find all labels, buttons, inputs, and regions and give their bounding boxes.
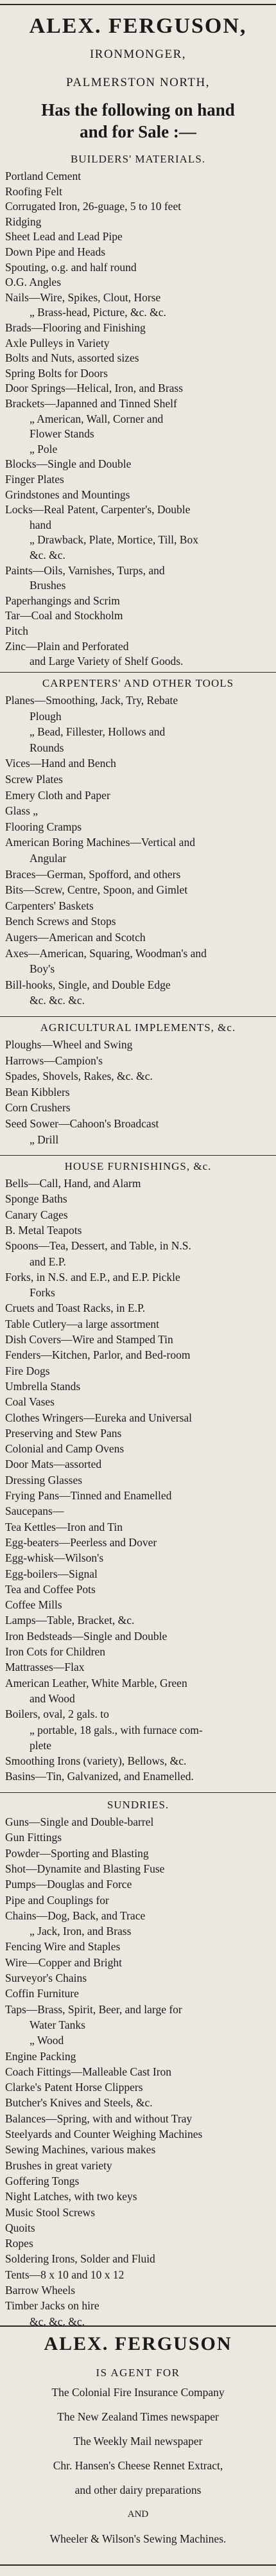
- list-item: „ Drawback, Plate, Mortice, Till, Box: [30, 533, 198, 547]
- section-title-house: HOUSE FURNISHINGS, &c.: [64, 1160, 212, 1172]
- list-item: Braces—German, Spofford, and others: [5, 867, 181, 881]
- list-item: Flooring Cramps: [5, 820, 82, 833]
- list-item: Guns—Single and Double-barrel: [5, 1815, 154, 1828]
- list-item: Carpenters' Baskets: [5, 899, 94, 912]
- list-item: „ portable, 18 gals., with furnace com-: [30, 1723, 203, 1736]
- list-item: Coffin Furniture: [5, 1987, 79, 2000]
- list-item: and Wood: [30, 1691, 75, 1705]
- list-item: Vices—Hand and Bench: [5, 757, 116, 770]
- list-item: Lamps—Table, Bracket, &c.: [5, 1614, 135, 1627]
- list-item: „ Wood: [30, 2034, 64, 2047]
- list-item: Paints—Oils, Varnishes, Turps, and: [5, 563, 165, 577]
- divider: [0, 2325, 276, 2327]
- list-item: Coach Fittings—Malleable Cast Iron: [5, 2065, 172, 2078]
- list-item: „ Bead, Fillester, Hollows and: [30, 725, 166, 739]
- list-item: Gun Fittings: [5, 1831, 62, 1844]
- list-item: Corrugated Iron, 26-guage, 5 to 10 feet: [5, 200, 182, 213]
- list-item: Quoits: [5, 2221, 35, 2234]
- list-item: Roofing Felt: [5, 184, 62, 198]
- list-item: Cruets and Toast Racks, in E.P.: [5, 1301, 146, 1315]
- headline-line-1: Has the following on hand: [41, 100, 235, 119]
- list-item: B. Metal Teapots: [5, 1223, 82, 1237]
- list-item: &c. &c. &c.: [30, 994, 85, 1007]
- list-item: Bits—Screw, Centre, Spoon, and Gimlet: [5, 883, 188, 897]
- list-item: Umbrella Stands: [5, 1379, 81, 1393]
- list-item: Colonial and Camp Ovens: [5, 1442, 125, 1456]
- list-item: Screw Plates: [5, 773, 63, 786]
- list-item: Clarke's Patent Horse Clippers: [5, 2081, 143, 2094]
- bottom-rule: [0, 2564, 276, 2566]
- list-item: Fire Dogs: [5, 1364, 50, 1377]
- list-item: Canary Cages: [5, 1208, 68, 1221]
- list-item: Door Mats—assorted: [5, 1458, 102, 1471]
- list-item: Harrows—Campion's: [5, 1054, 103, 1067]
- section-title-agricultural: AGRICULTURAL IMPLEMENTS, &c.: [40, 1021, 236, 1034]
- list-item: Blocks—Single and Double: [5, 457, 132, 471]
- agency-item: Chr. Hansen's Cheese Rennet Extract,: [53, 2459, 223, 2472]
- list-item: and Large Variety of Shelf Goods.: [30, 655, 184, 668]
- list-item: Door Springs—Helical, Iron, and Brass: [5, 382, 184, 395]
- town-label: PALMERSTON NORTH,: [66, 76, 210, 89]
- list-item: Sponge Baths: [5, 1192, 67, 1206]
- list-item: Brads—Flooring and Finishing: [5, 321, 146, 334]
- list-item: Brushes: [30, 579, 66, 592]
- list-item: Fencing Wire and Staples: [5, 1940, 121, 1954]
- list-item: Finger Plates: [5, 473, 64, 486]
- list-item: Tea and Coffee Pots: [5, 1582, 96, 1596]
- list-item: Zinc—Plain and Perforated: [5, 639, 129, 653]
- agency-item: The Colonial Fire Insurance Company: [51, 2386, 225, 2399]
- list-item: Spring Bolts for Doors: [5, 366, 108, 380]
- divider: [0, 1155, 276, 1156]
- list-item: Flower Stands: [30, 427, 94, 441]
- list-item: Bolts and Nuts, assorted sizes: [5, 351, 139, 365]
- list-item: Brackets—Japanned and Tinned Shelf: [5, 397, 177, 410]
- list-item: Spoons—Tea, Dessert, and Table, in N.S.: [5, 1239, 191, 1253]
- list-item: Butcher's Knives and Steels, &c.: [5, 2096, 153, 2110]
- list-item: Boy's: [30, 962, 55, 976]
- list-item: Boilers, oval, 2 gals. to: [5, 1707, 109, 1721]
- list-item: Planes—Smoothing, Jack, Try, Rebate: [5, 694, 178, 707]
- list-item: Iron Cots for Children: [5, 1645, 106, 1658]
- list-item: Music Stool Screws: [5, 2205, 95, 2219]
- list-item: Coal Vases: [5, 1395, 55, 1409]
- list-item: Down Pipe and Heads: [5, 245, 106, 258]
- list-item: Grindstones and Mountings: [5, 488, 130, 501]
- list-item: &c. &c. &c.: [30, 2315, 85, 2328]
- list-item: American Leather, White Marble, Green: [5, 1676, 187, 1689]
- list-item: Portland Cement: [5, 170, 82, 182]
- list-item: Paperhangings and Scrim: [5, 594, 120, 607]
- list-item: Goffering Tongs: [5, 2174, 80, 2187]
- trade-label: IRONMONGER,: [89, 48, 187, 61]
- list-item: Corn Crushers: [5, 1101, 71, 1115]
- divider: [0, 1016, 276, 1017]
- list-item: Barrow Wheels: [5, 2284, 76, 2297]
- list-item: Dish Covers—Wire and Stamped Tin: [5, 1333, 173, 1346]
- agency-item: The Weekly Mail newspaper: [73, 2435, 203, 2448]
- list-item: Clothes Wringers—Eureka and Universal: [5, 1411, 193, 1424]
- section-title-sundries: SUNDRIES.: [107, 1799, 169, 1811]
- list-item: Nails—Wire, Spikes, Clout, Horse: [5, 290, 161, 304]
- list-item: Water Tanks: [30, 2018, 85, 2031]
- list-item: Bench Screws and Stops: [5, 915, 116, 928]
- list-item: plete: [30, 1738, 52, 1752]
- list-item: Balances—Spring, with and without Tray: [5, 2112, 193, 2125]
- list-item: Sheet Lead and Lead Pipe: [5, 230, 123, 243]
- list-item: Forks, in N.S. and E.P., and E.P. Pickle: [5, 1270, 180, 1284]
- list-item: Bill-hooks, Single, and Double Edge: [5, 978, 171, 991]
- list-item: Spades, Shovels, Rakes, &c. &c.: [5, 1070, 153, 1083]
- list-item: Tar—Coal and Stockholm: [5, 609, 123, 622]
- list-item: Shot—Dynamite and Blasting Fuse: [5, 1862, 165, 1875]
- list-item: Axle Pulleys in Variety: [5, 336, 110, 349]
- divider: [0, 672, 276, 673]
- section-title-carpenters: CARPENTERS' AND OTHER TOOLS: [42, 677, 234, 689]
- list-item: Rounds: [30, 741, 64, 754]
- list-item: Pumps—Douglas and Force: [5, 1878, 132, 1891]
- list-item: Ropes: [5, 2237, 33, 2250]
- list-item: &c. &c.: [30, 549, 65, 561]
- agency-item: and other dairy preparations: [74, 2483, 202, 2496]
- list-item: Saucepans—: [5, 1504, 64, 1518]
- list-item: hand: [30, 518, 52, 531]
- list-item: Locks—Real Patent, Carpenter's, Double: [5, 503, 191, 516]
- agency-item: AND: [127, 2509, 149, 2519]
- list-item: „ American, Wall, Corner and: [30, 412, 164, 425]
- list-item: Wire—Copper and Bright: [5, 1955, 123, 1969]
- divider: [0, 1792, 276, 1793]
- list-item: Mattrasses—Flax: [5, 1661, 85, 1674]
- agency-item: The New Zealand Times newspaper: [57, 2410, 219, 2423]
- advertiser-name: ALEX. FERGUSON,: [29, 14, 247, 38]
- list-item: Egg-boilers—Signal: [5, 1567, 98, 1580]
- list-item: Bells—Call, Hand, and Alarm: [5, 1177, 141, 1190]
- list-item: „ Brass-head, Picture, &c. &c.: [30, 306, 166, 319]
- agent-label: IS AGENT FOR: [96, 2367, 180, 2379]
- list-item: Tea Kettles—Iron and Tin: [5, 1520, 123, 1533]
- list-item: Fenders—Kitchen, Parlor, and Bed-room: [5, 1348, 191, 1362]
- list-item: Pitch: [5, 624, 28, 637]
- list-item: Smoothing Irons (variety), Bellows, &c.: [5, 1754, 187, 1768]
- list-item: Coffee Mills: [5, 1598, 62, 1612]
- list-item: Seed Sower—Cahoon's Broadcast: [5, 1117, 159, 1130]
- list-item: Basins—Tin, Galvanized, and Enamelled.: [5, 1770, 194, 1783]
- list-item: Preserving and Stew Pans: [5, 1426, 122, 1440]
- list-item: Augers—American and Scotch: [5, 931, 146, 944]
- list-item: „ Jack, Iron, and Brass: [30, 1925, 132, 1938]
- list-item: Pipe and Couplings for: [5, 1893, 109, 1907]
- agency-item: Wheeler & Wilson's Sewing Machines.: [49, 2532, 227, 2545]
- headline-line-2: and for Sale :—: [80, 122, 196, 141]
- list-item: „ Pole: [30, 442, 58, 455]
- list-item: Steelyards and Counter Weighing Machines: [5, 2128, 203, 2140]
- list-item: Angular: [30, 852, 67, 865]
- list-item: Chains—Dog, Back, and Trace: [5, 1909, 146, 1922]
- list-item: Sewing Machines, various makes: [5, 2143, 156, 2157]
- footer-advertiser-name: ALEX. FERGUSON: [44, 2333, 232, 2354]
- list-item: Powder—Sporting and Blasting: [5, 1846, 149, 1860]
- top-rule: [0, 4, 276, 5]
- list-item: Spouting, o.g. and half round: [5, 260, 137, 274]
- list-item: Glass „: [5, 804, 39, 818]
- list-item: Table Cutlery—a large assortment: [5, 1317, 159, 1330]
- list-item: American Boring Machines—Vertical and: [5, 836, 195, 849]
- list-item: Iron Bedsteads—Single and Double: [5, 1629, 168, 1643]
- list-item: Forks: [30, 1286, 55, 1300]
- list-item: Frying Pans—Tinned and Enamelled: [5, 1489, 172, 1502]
- list-item: Dressing Glasses: [5, 1473, 83, 1486]
- list-item: Bean Kibblers: [5, 1085, 70, 1098]
- list-item: Taps—Brass, Spirit, Beer, and large for: [5, 2002, 182, 2016]
- list-item: Night Latches, with two keys: [5, 2190, 137, 2203]
- list-item: Ploughs—Wheel and Swing: [5, 1038, 133, 1051]
- list-item: „ Drill: [30, 1133, 59, 1146]
- list-item: Brushes in great variety: [5, 2158, 112, 2172]
- list-item: Egg-beaters—Peerless and Dover: [5, 1535, 157, 1549]
- list-item: Egg-whisk—Wilson's: [5, 1551, 104, 1565]
- list-item: Ridging: [5, 215, 42, 228]
- list-item: O.G. Angles: [5, 276, 62, 289]
- list-item: Engine Packing: [5, 2049, 76, 2063]
- list-item: Plough: [30, 709, 62, 723]
- list-item: Emery Cloth and Paper: [5, 788, 110, 802]
- list-item: Timber Jacks on hire: [5, 2299, 99, 2313]
- list-item: Surveyor's Chains: [5, 1972, 87, 1984]
- list-item: Soldering Irons, Solder and Fluid: [5, 2252, 155, 2266]
- list-item: Axes—American, Squaring, Woodman's and: [5, 946, 207, 960]
- list-item: Tents—8 x 10 and 10 x 12: [5, 2268, 125, 2281]
- list-item: and E.P.: [30, 1255, 66, 1268]
- section-title-builders: BUILDERS' MATERIALS.: [70, 153, 206, 165]
